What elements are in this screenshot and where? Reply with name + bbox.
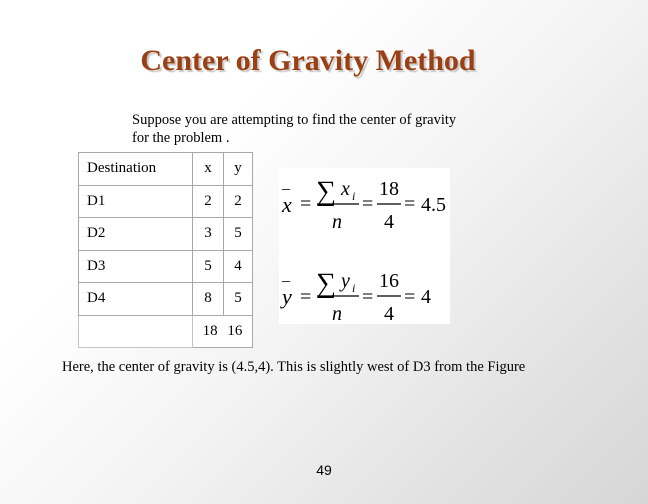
table-row	[79, 218, 253, 251]
x-equals-2: =	[362, 193, 374, 215]
totals-row	[79, 315, 253, 348]
destination-table	[78, 152, 253, 348]
x-denominator: n	[332, 211, 342, 233]
row-name: D1	[79, 185, 193, 218]
header-x: x	[193, 153, 224, 186]
y-num-value: 16	[379, 270, 399, 292]
x-equals-1: =	[300, 193, 312, 215]
x-sum-var: x	[341, 178, 350, 200]
row-y: 2	[224, 185, 253, 218]
y-den-value: 4	[384, 303, 394, 324]
row-y: 5	[224, 218, 253, 251]
row-name: D3	[79, 250, 193, 283]
table-row	[79, 283, 253, 316]
y-sum-sub: i	[352, 281, 356, 295]
x-sum-symbol: ∑	[316, 176, 336, 207]
row-x: 8	[193, 283, 224, 316]
x-mean-var: x	[282, 192, 292, 217]
table-header-row	[79, 153, 253, 186]
table-row	[79, 250, 253, 283]
formula-svg	[279, 168, 450, 324]
row-y: 4	[224, 250, 253, 283]
intro-line-1: Suppose you are attempting to find the center of gravity	[132, 112, 457, 128]
y-sum-symbol: ∑	[316, 268, 336, 299]
slide-title: Center of Gravity Method	[140, 44, 476, 77]
conclusion-text: Here, the center of gravity is (4.5,4). This is slightly west of D3 from the Figure	[62, 359, 526, 375]
intro-text	[132, 111, 532, 147]
header-destination: Destination	[79, 153, 193, 186]
totals-blank-cell	[79, 315, 193, 348]
row-name: D4	[79, 283, 193, 316]
row-x: 2	[193, 185, 224, 218]
y-mean-formula	[280, 267, 431, 324]
y-equals-1: =	[300, 286, 312, 308]
row-name: D2	[79, 218, 193, 251]
y-denominator: n	[332, 303, 342, 324]
x-bar-mark: _	[282, 175, 290, 192]
x-den-value: 4	[384, 211, 394, 233]
y-bar-mark: _	[282, 267, 290, 284]
y-equals-3: =	[404, 286, 416, 308]
row-x: 3	[193, 218, 224, 251]
y-result: 4	[421, 286, 431, 308]
x-sum-sub: i	[352, 189, 356, 203]
row-y: 5	[224, 283, 253, 316]
formula-panel	[279, 168, 450, 324]
y-mean-var: y	[282, 284, 292, 309]
x-result: 4.5	[421, 194, 446, 216]
header-y: y	[224, 153, 253, 186]
intro-line-2: for the problem .	[132, 130, 230, 146]
table-row	[79, 185, 253, 218]
y-sum-var: y	[341, 270, 350, 292]
page-number: 49	[316, 462, 332, 478]
totals-cell: 18 16	[193, 315, 253, 348]
y-equals-2: =	[362, 286, 374, 308]
x-num-value: 18	[379, 178, 399, 200]
x-mean-formula	[281, 175, 446, 233]
row-x: 5	[193, 250, 224, 283]
x-equals-3: =	[404, 193, 416, 215]
